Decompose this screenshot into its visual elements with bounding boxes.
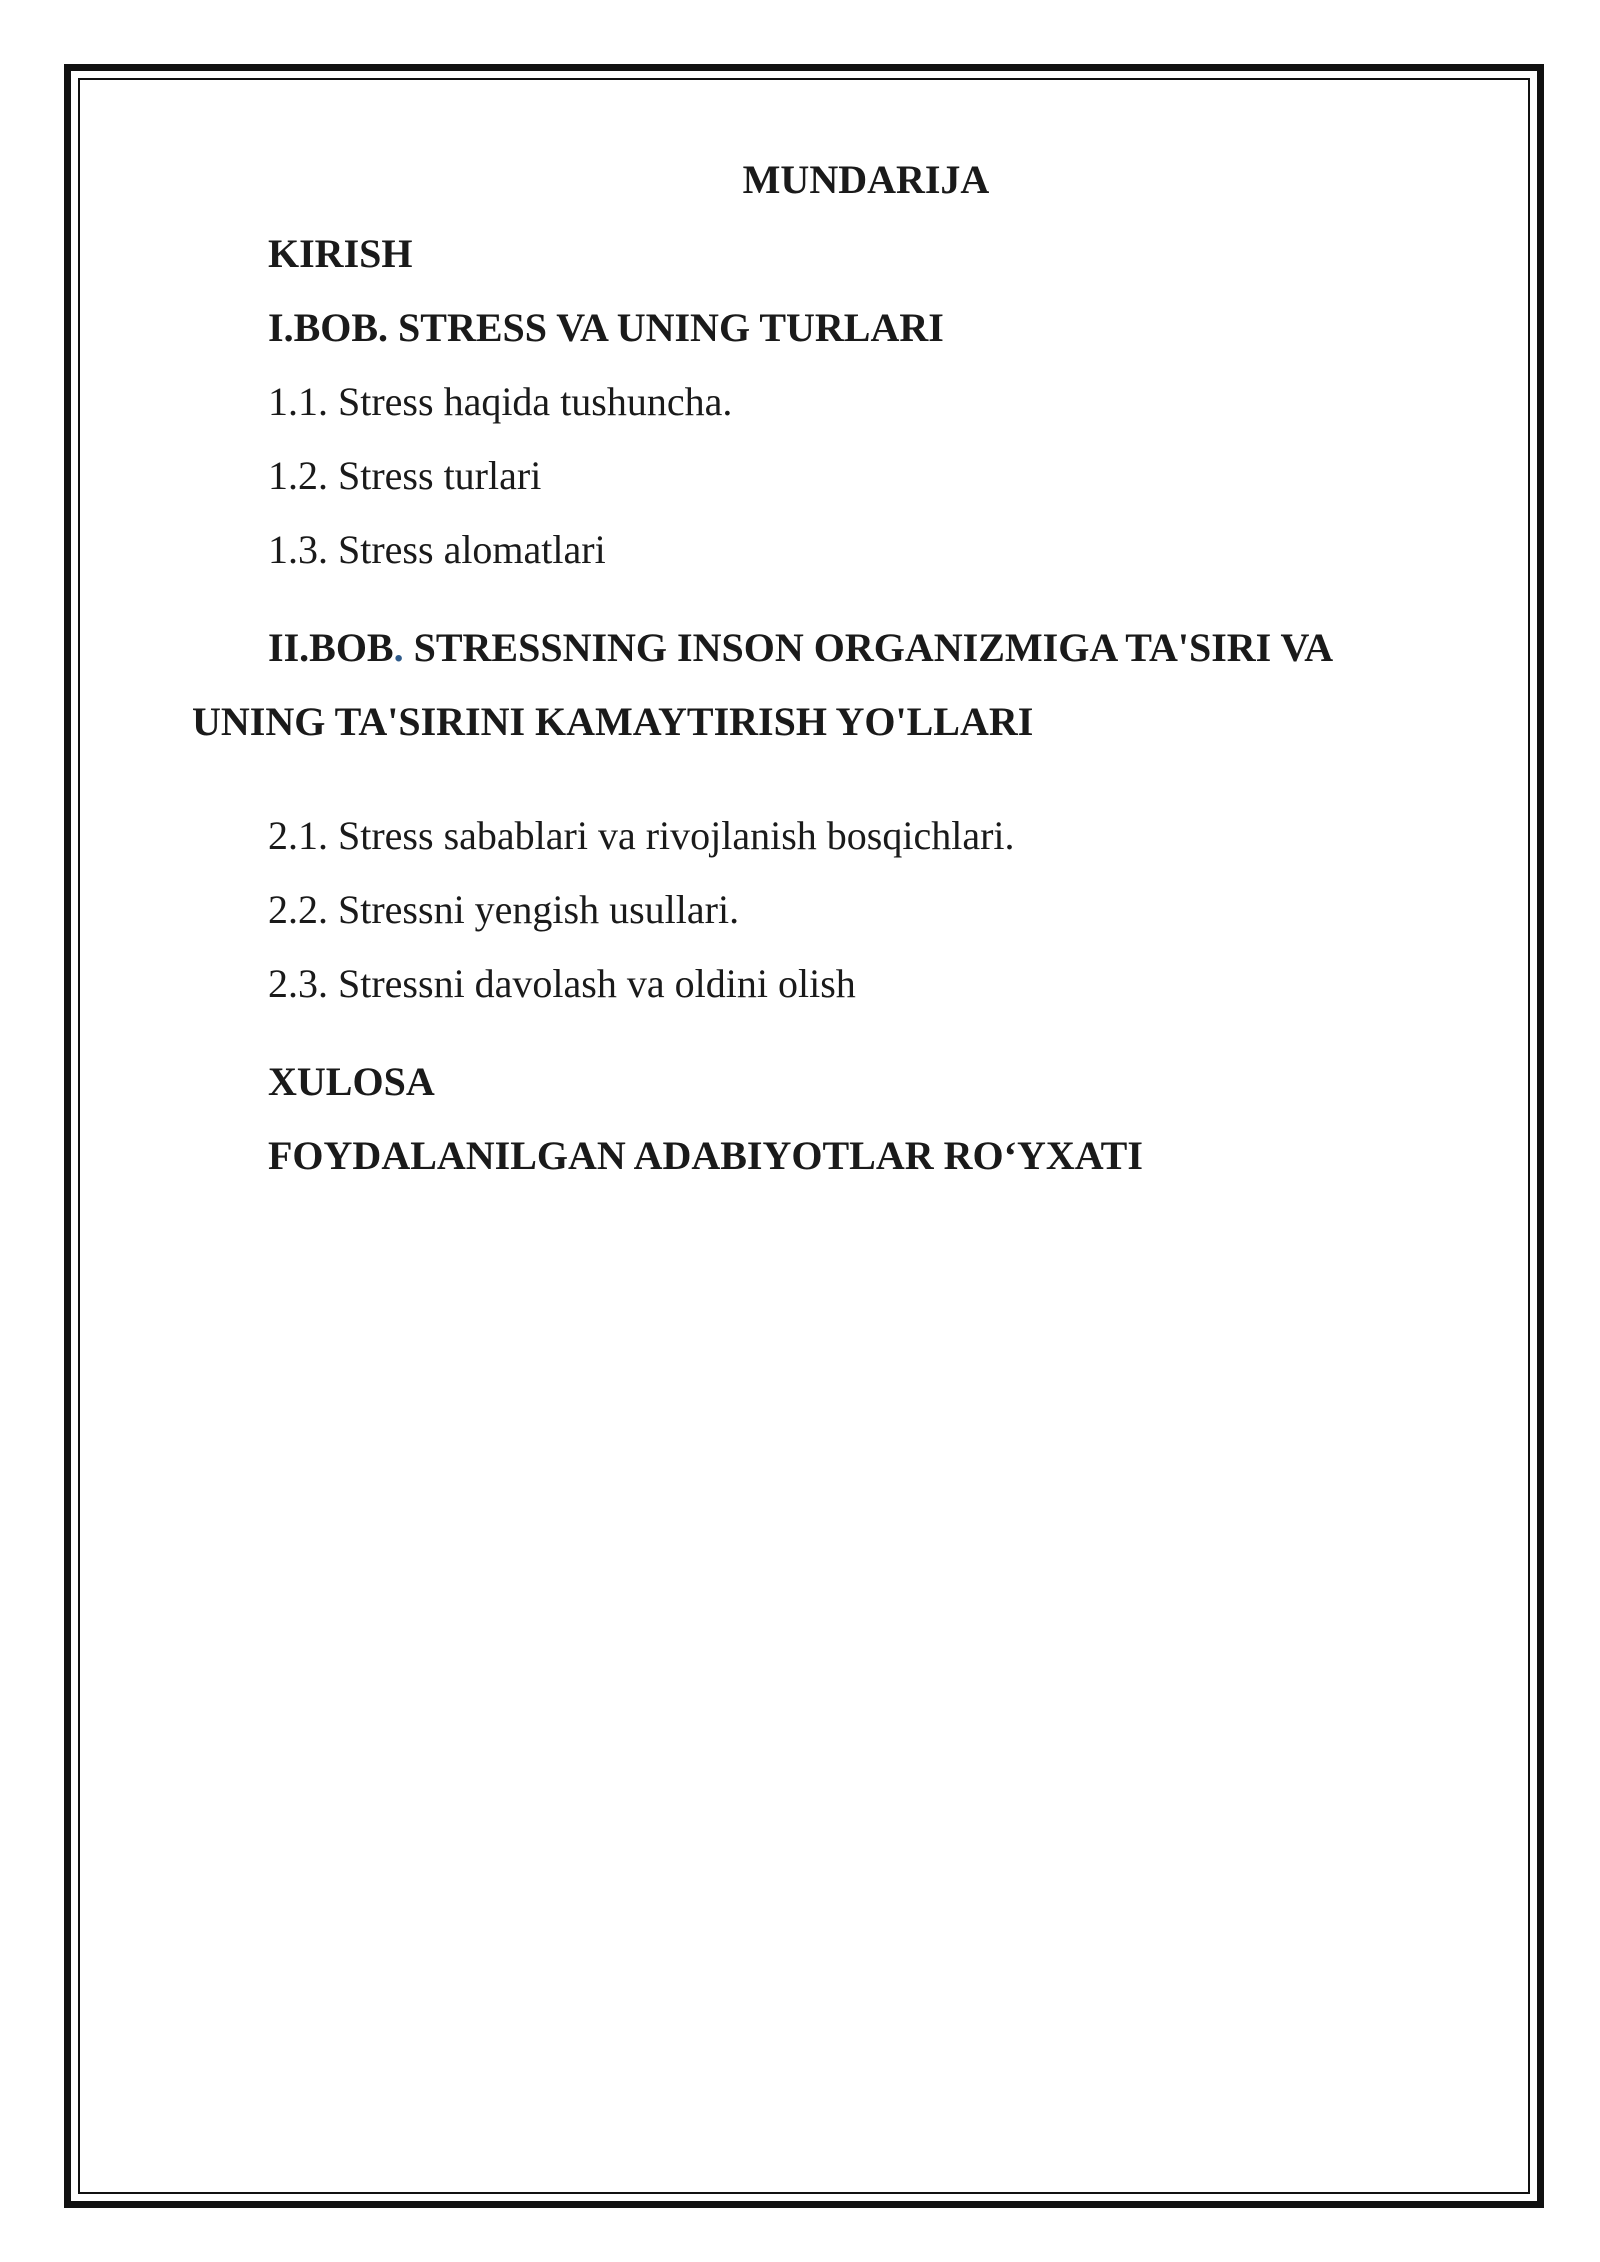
- toc-entry-references: FOYDALANILGAN ADABIYOTLAR RO‘YXATI: [268, 1133, 1143, 1178]
- toc-entry-1-2: 1.2. Stress turlari: [268, 453, 542, 498]
- chapter-2-dot: .: [393, 625, 404, 670]
- chapter-2-prefix: II.BOB: [268, 625, 394, 670]
- toc-entry-xulosa: XULOSA: [268, 1059, 435, 1104]
- toc-entry-chapter-2-cont: UNING TA'SIRINI KAMAYTIRISH YO'LLARI: [192, 699, 1034, 744]
- toc-entry-2-3: 2.3. Stressni davolash va oldini olish: [268, 961, 856, 1006]
- toc-entry-2-1: 2.1. Stress sabablari va rivojlanish bosqichlari.: [268, 813, 1015, 858]
- toc-entry-1-3: 1.3. Stress alomatlari: [268, 527, 606, 572]
- toc-entry-1-1: 1.1. Stress haqida tushuncha.: [268, 379, 733, 424]
- toc-entry-chapter-1: I.BOB. STRESS VA UNING TURLARI: [268, 305, 944, 350]
- toc-entry-kirish: KIRISH: [268, 231, 413, 276]
- toc-entry-2-2: 2.2. Stressni yengish usullari.: [268, 887, 740, 932]
- chapter-2-title: STRESSNING INSON ORGANIZMIGA TA'SIRI VA: [403, 625, 1334, 670]
- toc-title: MUNDARIJA: [742, 157, 990, 202]
- toc-entry-chapter-2: [268, 624, 1333, 672]
